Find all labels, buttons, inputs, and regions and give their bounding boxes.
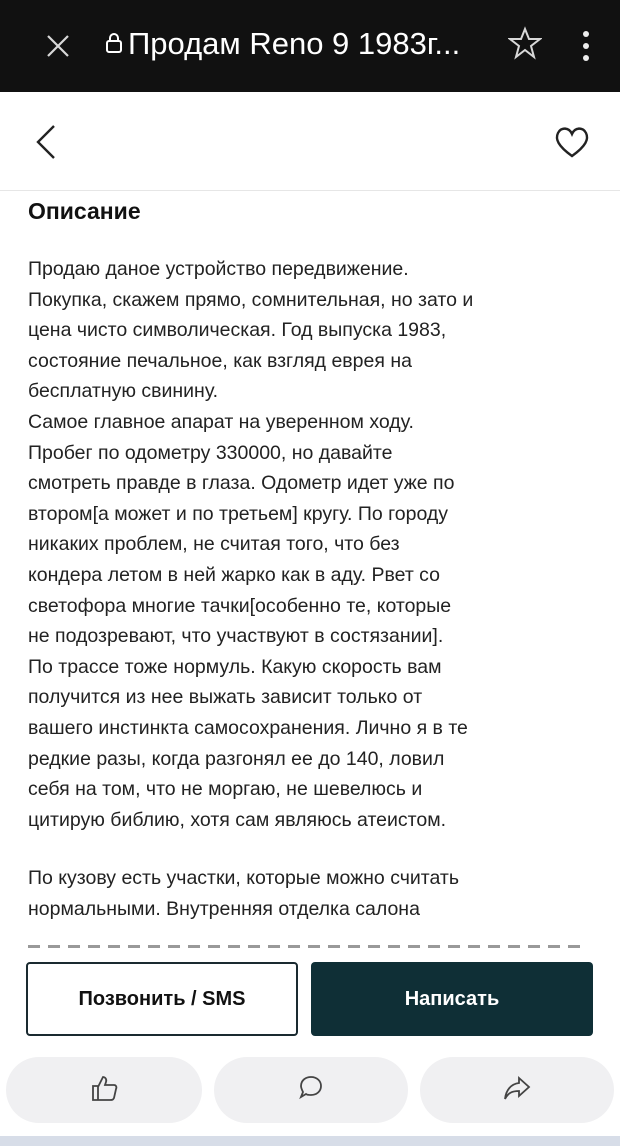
description-paragraph: По кузову есть участки, которые можно считать нормальными. Внутренняя отделка салона: [28, 867, 459, 920]
chevron-left-icon[interactable]: [28, 122, 64, 162]
star-icon[interactable]: [508, 26, 542, 60]
write-message-button[interactable]: Написать: [311, 962, 593, 1036]
call-sms-button[interactable]: Позвонить / SMS: [26, 962, 298, 1036]
thumbs-up-icon: [89, 1073, 119, 1108]
share-icon: [502, 1073, 532, 1108]
browser-toolbar: [0, 0, 620, 92]
like-button[interactable]: [6, 1057, 202, 1123]
close-icon[interactable]: [38, 26, 78, 66]
heart-icon[interactable]: [552, 122, 592, 162]
comment-button[interactable]: [214, 1057, 408, 1123]
more-vertical-icon[interactable]: [580, 28, 592, 64]
section-title: Описание: [28, 198, 141, 224]
lock-icon: [104, 31, 124, 55]
app-header: [0, 92, 620, 191]
share-button[interactable]: [420, 1057, 614, 1123]
description-paragraph: Продаю даное устройство передвижение. Покупка, скажем прямо, сомнительная, но зато и цена чисто символическая. Год выпуска 1983, состояние печальное, как взгляд еврея на бесплатную свинину. Самое главное апарат на уверенном ходу. Пробег по одометру 330000, но давайте смотреть правде в глаза. Одометр идет уже по втором[а может и по третьем] кругу. По городу никаких проблем, не считая того, что без кондера летом в ней жарко как в аду. Рвет со светофора многие тачки[особенно те, которые не подозревают, что участвуют в состязании]. По трассе тоже нормуль. Какую скорость вам получится из нее выжать зависит только от вашего инстинкта самосохранения. Лично я в те редкие разы, когда разгонял ее до 140, ловил себя на том, что не моргаю, не шевелюсь и цитирую библию, хотя сам являюсь атеистом.: [28, 258, 474, 831]
description-section: [28, 190, 598, 948]
truncated-text-line: [28, 945, 588, 948]
comment-icon: [296, 1073, 326, 1108]
bottom-system-bar: [0, 1136, 620, 1146]
browser-page-title[interactable]: Продам Reno 9 1983г...: [128, 26, 461, 61]
